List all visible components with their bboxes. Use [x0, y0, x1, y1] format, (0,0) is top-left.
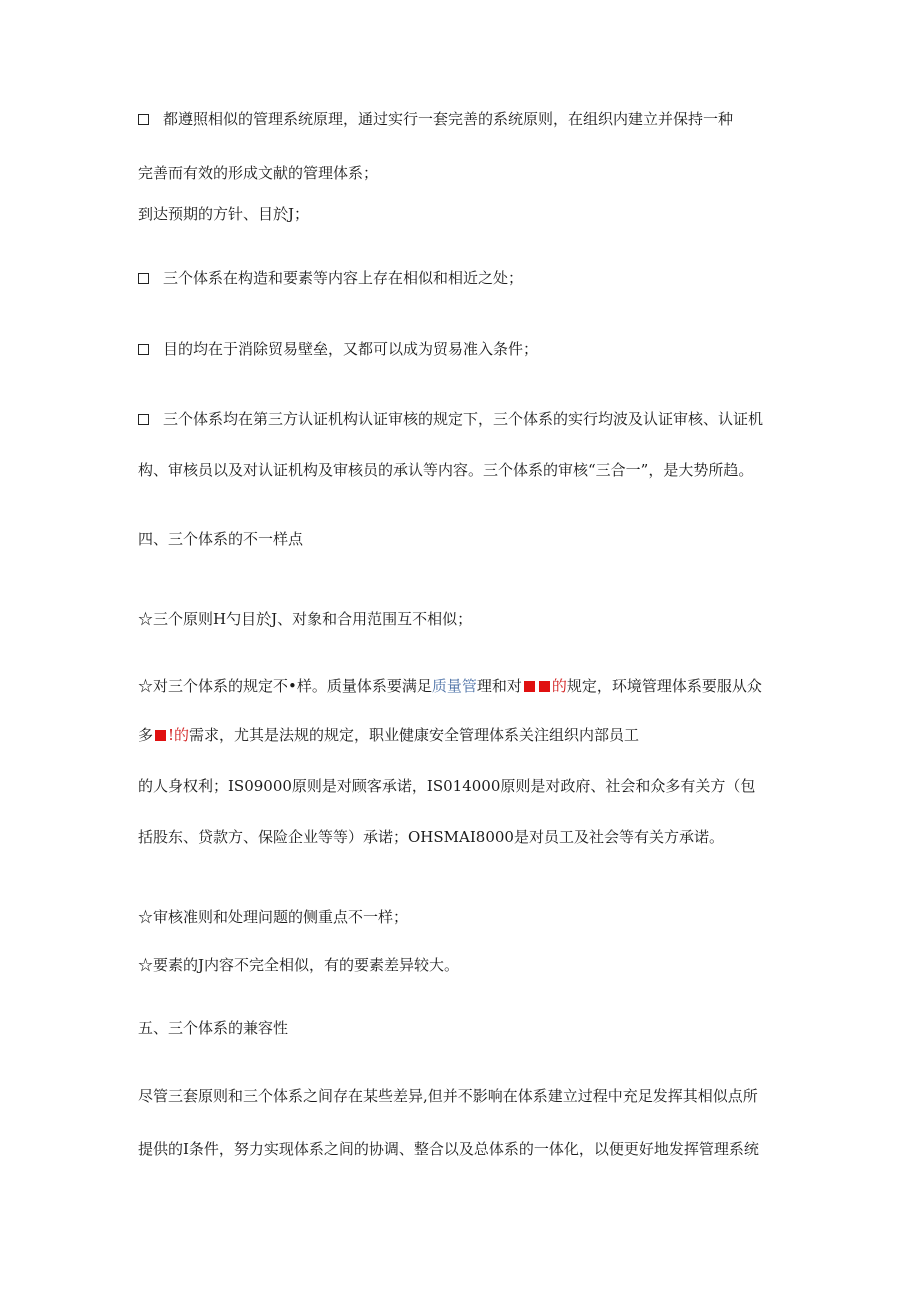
text-run: 理和对 [476, 677, 522, 695]
checkbox-bullet-icon [138, 273, 149, 284]
bullet-text: 三个体系均在第三方认证机构认证审核的规定下，三个体系的实行均波及认证审核、认证机 [163, 410, 764, 428]
checkbox-bullet-icon [138, 414, 149, 425]
checkbox-bullet-icon [138, 114, 149, 125]
redacted-square-icon [539, 681, 550, 692]
paragraph-line: 的人身权利；IS09000原则是对顾客承诺，IS014000原则是对政府、社会和众多有关方（包 [138, 777, 756, 795]
redacted-square-icon [524, 681, 535, 692]
section-heading: 五、三个体系的兼容性 [138, 1019, 289, 1037]
paragraph-line: 完善而有效的形成文献的管理体系； [138, 164, 379, 182]
highlighted-text: !的 [168, 726, 190, 744]
bullet-item-principles [138, 109, 733, 129]
bullet-item-trade [138, 339, 538, 359]
bullet-item-structure [138, 268, 523, 288]
hyperlink-quality-management[interactable]: 质量管 [431, 677, 477, 695]
text-run: 多 [138, 726, 154, 744]
text-run: ☆对三个体系的规定不•样。质量体系要满足 [138, 677, 432, 695]
bullet-item-certification [138, 409, 763, 429]
paragraph-line: 尽管三套原则和三个体系之间存在某些差异,但并不影响在体系建立过程中充足发挥其相似点所 [138, 1087, 758, 1105]
redacted-square-icon [155, 730, 166, 741]
bullet-text: 目的均在于消除贸易壁垒，又都可以成为贸易准入条件； [163, 340, 539, 358]
text-run: 规定，环境管理体系要服从众 [566, 677, 762, 695]
paragraph-line: 到达预期的方针、目於J； [138, 205, 310, 223]
checkbox-bullet-icon [138, 344, 149, 355]
bullet-text: 都遵照相似的管理系统原理，通过实行一套完善的系统原则，在组织内建立并保持一种 [163, 110, 734, 128]
section-heading: 四、三个体系的不一样点 [138, 530, 304, 548]
star-item-elements: ☆要素的J内容不完全相似，有的要素差异较大。 [138, 956, 460, 974]
paragraph-line: 构、审核员以及对认证机构及审核员的承认等内容。三个体系的审核“三合一”，是大势所趋。 [138, 461, 754, 479]
bullet-text: 三个体系在构造和要素等内容上存在相似和相近之处； [163, 269, 524, 287]
paragraph-line: 提供的I条件，努力实现体系之间的协调、整合以及总体系的一体化，以便更好地发挥管理系统 [138, 1140, 759, 1158]
text-run: 需求，尤其是法规的规定，职业健康安全管理体系关注组织内部员工 [189, 726, 640, 744]
star-item-objectives: ☆三个原则H勺目於J、对象和合用范围互不相似； [138, 610, 473, 628]
star-item-audit-criteria: ☆审核准则和处理问题的侧重点不一样； [138, 908, 409, 926]
highlighted-text: 的 [551, 677, 567, 695]
star-item-requirements [138, 676, 762, 696]
paragraph-line: 括股东、贷款方、保险企业等等）承诺；OHSMAI8000是对员工及社会等有关方承诺。 [138, 828, 724, 846]
paragraph-line [138, 725, 639, 745]
